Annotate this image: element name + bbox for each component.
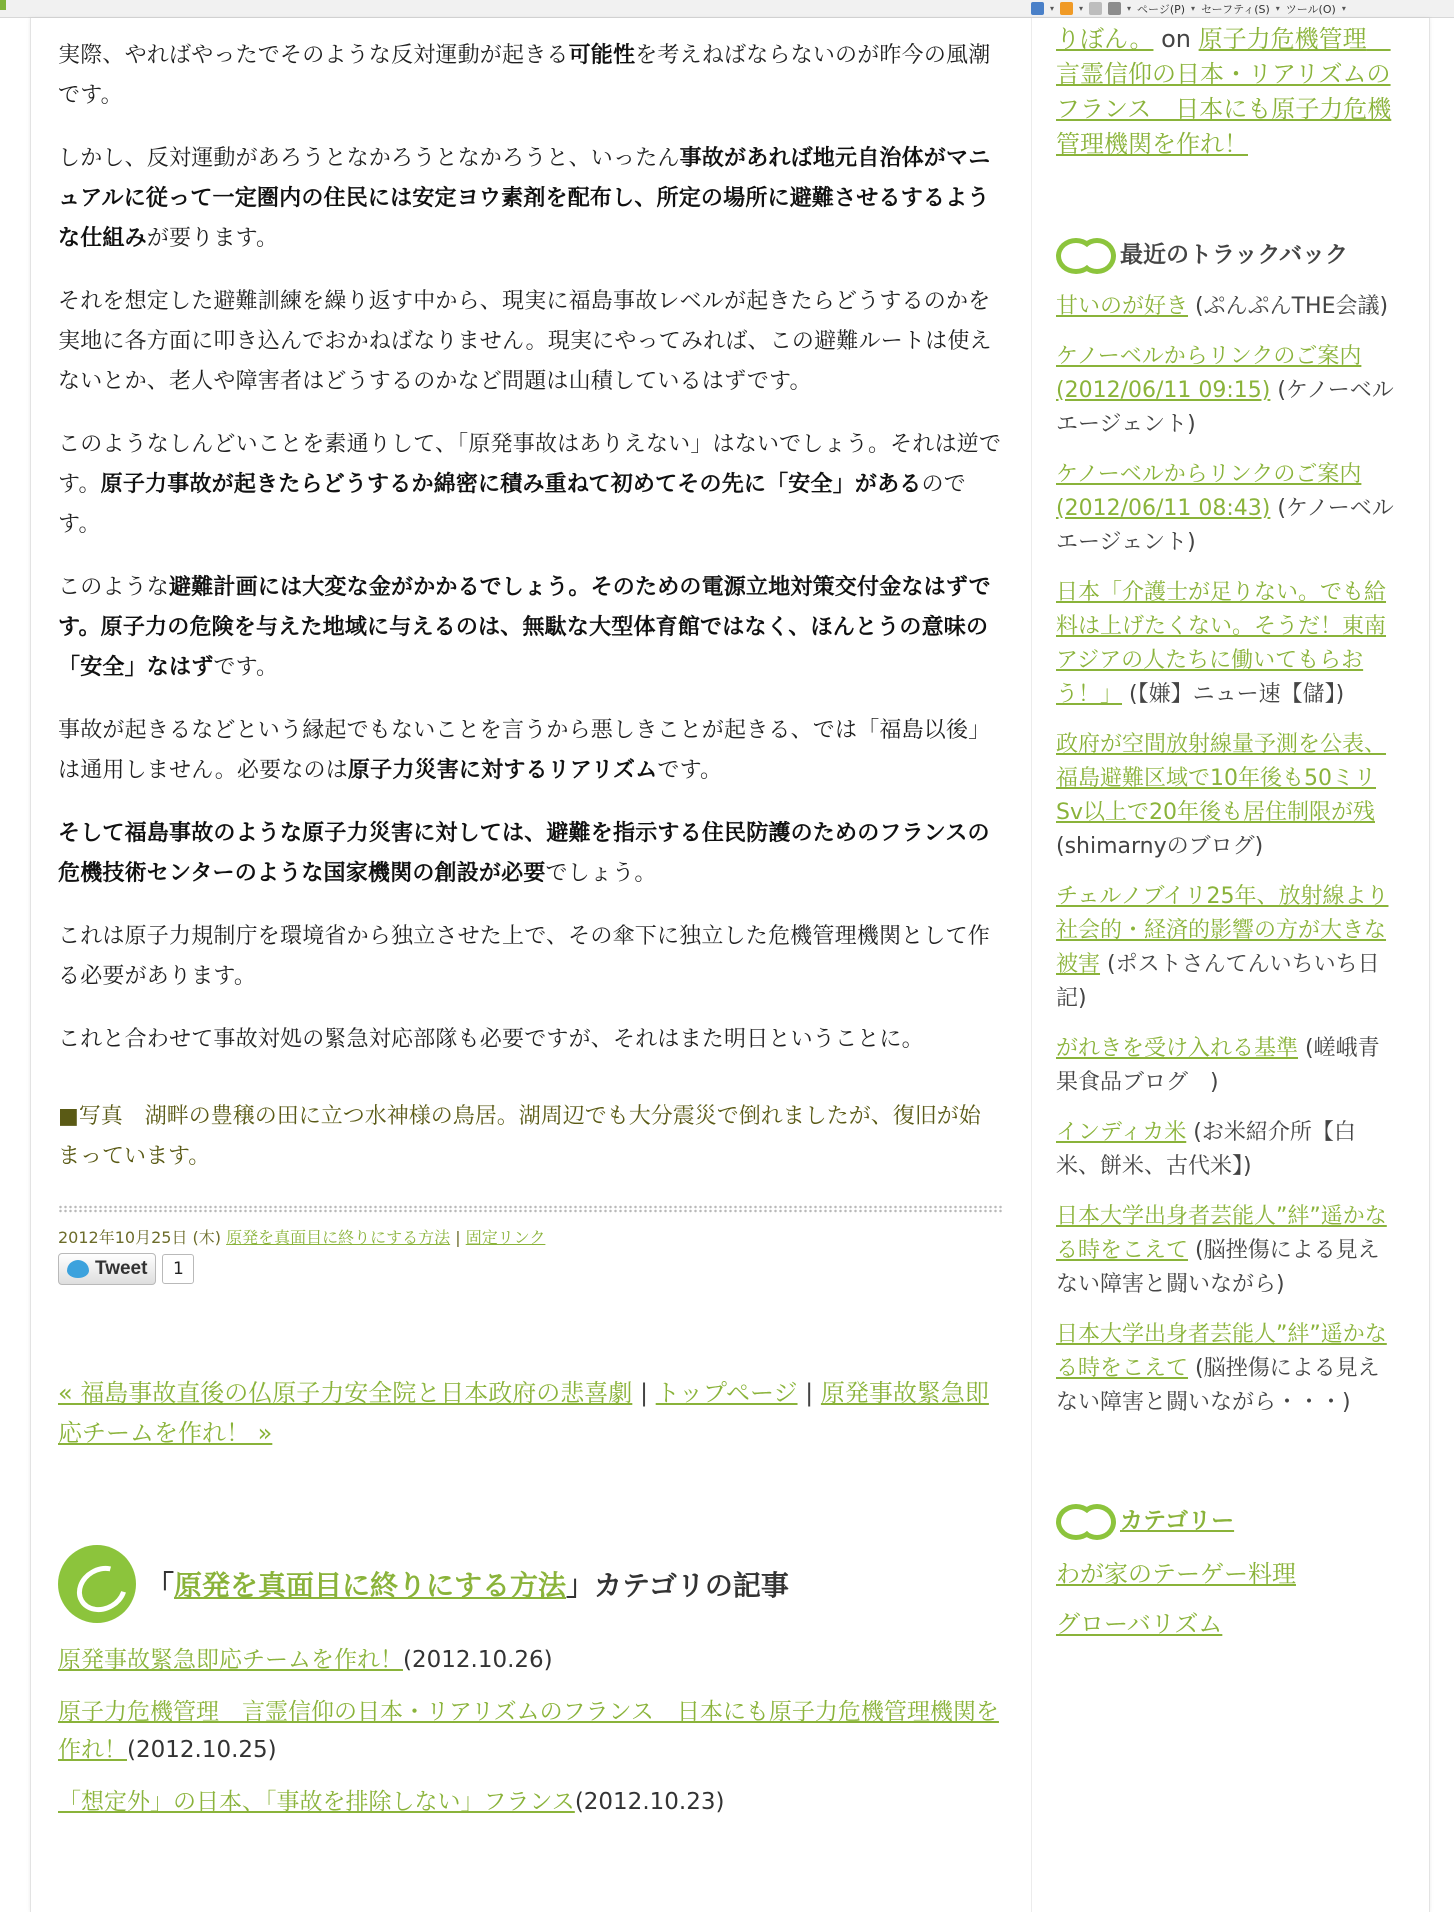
trackback-item xyxy=(1056,1116,1396,1184)
emphasized-text: 原子力事故が起きたらどうするか綿密に積み重ねて初めてその先に「安全」がある xyxy=(100,472,922,497)
category-item-link[interactable]: わが家のテーゲー料理 xyxy=(1056,1560,1296,1588)
trackback-item xyxy=(1056,290,1396,324)
article-paragraph xyxy=(58,36,1002,116)
category-article-list xyxy=(58,1641,1002,1821)
article-paragraph xyxy=(58,917,1002,997)
trackback-item xyxy=(1056,340,1396,442)
trackback-item xyxy=(1056,458,1396,560)
heading-suffix: 」カテゴリの記事 xyxy=(566,1569,789,1602)
trackback-item xyxy=(1056,576,1396,712)
category-item-link[interactable]: グローバリズム xyxy=(1056,1610,1223,1638)
rss-icon[interactable] xyxy=(1060,2,1073,15)
trackback-item xyxy=(1056,1200,1396,1302)
trackback-link[interactable]: インディカ米 xyxy=(1056,1120,1187,1145)
article-paragraph xyxy=(58,568,1002,688)
comment-author-link[interactable]: りぼん。 xyxy=(1056,25,1154,53)
article-link[interactable]: 原発事故緊急即応チームを作れ！ xyxy=(58,1647,403,1673)
emphasized-text: 避難計画には大変な金がかかるでしょう。そのための電源立地対策交付金なはずです。原子力の危険を与えた地域に与えるのは、無駄な大型体育館ではなく、ほんとうの意味の「安全」なはず xyxy=(58,575,991,680)
paragraph-text: を考えねばならないのが昨今の風潮です。 xyxy=(58,43,991,108)
list-item xyxy=(1056,1606,1396,1642)
paragraph-text: 実際、やればやったでそのような反対運動が起きる xyxy=(58,43,569,68)
trackback-link[interactable]: ケノーベルからリンクのご案内(2012/06/11 08:43) xyxy=(1056,462,1362,521)
post-navigation xyxy=(58,1373,1002,1453)
trackback-heading-label: 最近のトラックバック xyxy=(1120,241,1349,268)
category-link[interactable]: 原発を真面目に終りにする方法 xyxy=(174,1569,567,1602)
next-post-link[interactable]: 原発事故緊急即応チームを作れ！ » xyxy=(58,1379,989,1447)
chevron-down-icon[interactable]: ▾ xyxy=(1341,4,1346,13)
site-logo-icon xyxy=(1056,1500,1112,1536)
article-paragraph xyxy=(58,711,1002,791)
separator: | xyxy=(805,1379,814,1407)
trackback-item xyxy=(1056,1032,1396,1100)
post-date: 2012年10月25日 (木) xyxy=(58,1228,222,1247)
page-icon xyxy=(0,0,6,10)
trackback-link[interactable]: 日本大学出身者芸能人”絆”遥かなる時をこえて xyxy=(1056,1322,1387,1381)
trackback-link[interactable]: 政府が空間放射線量予測を公表、福島避難区域で10年後も50ミリSv以上で20年後も居住制限が残 xyxy=(1056,732,1387,825)
trackback-source: (ぷんぷんTHE会議) xyxy=(1188,294,1389,319)
paragraph-text: です。 xyxy=(657,758,723,783)
trackback-link[interactable]: 日本大学出身者芸能人”絆”遥かなる時をこえて xyxy=(1056,1204,1387,1263)
chevron-down-icon[interactable]: ▾ xyxy=(1127,4,1132,13)
list-item xyxy=(58,1783,1002,1821)
photo-caption: ■写真 湖畔の豊穣の田に立つ水神様の鳥居。湖周辺でも大分震災で倒れましたが、復旧が始まっています。 xyxy=(58,1104,981,1169)
paragraph-text: このようなしんどいことを素通りして、「原発事故はありえない」はないでしょう。それは逆です。 xyxy=(58,432,1002,497)
tweet-label: Tweet xyxy=(95,1258,148,1279)
comment-on: on xyxy=(1153,25,1199,53)
trackback-source: (嵯峨青果食品ブログ ) xyxy=(1056,1036,1380,1095)
comment-article-link[interactable]: 原子力危機管理 言霊信仰の日本・リアリズムのフランス 日本にも原子力危機管理機関を作れ！ xyxy=(1056,25,1392,158)
article-date: (2012.10.26) xyxy=(403,1647,553,1673)
separator: | xyxy=(639,1379,649,1407)
chevron-down-icon[interactable]: ▾ xyxy=(1050,4,1055,13)
browser-command-bar xyxy=(0,0,1454,18)
site-logo-icon xyxy=(1056,234,1112,270)
main-content xyxy=(58,36,1002,1835)
article-date: (2012.10.25) xyxy=(127,1737,277,1763)
print-icon[interactable] xyxy=(1108,2,1121,15)
paragraph-text: これと合わせて事故対処の緊急対応部隊も必要ですが、それはまた明日ということに。 xyxy=(58,1027,924,1052)
trackback-source: (ケノーベル エージェント) xyxy=(1056,378,1394,437)
article-paragraph xyxy=(58,282,1002,402)
trackback-link[interactable]: 甘いのが好き xyxy=(1056,294,1189,319)
trackback-source: (ケノーベル エージェント) xyxy=(1056,496,1394,555)
paragraph-text: このような xyxy=(58,575,170,600)
trackback-list xyxy=(1056,290,1396,1420)
article-link[interactable]: 原子力危機管理 言霊信仰の日本・リアリズムのフランス 日本にも原子力危機管理機関を作れ！ xyxy=(58,1699,999,1763)
paragraph-text: 事故が起きるなどという縁起でもないことを言うから悪しきことが起きる、では「福島以後」は通用しません。必要なのは xyxy=(58,718,991,783)
article-paragraph xyxy=(58,814,1002,894)
trackback-link[interactable]: 日本「介護士が足りない。でも給料は上げたくない。そうだ！東南アジアの人たちに働いてもらおう！」 xyxy=(1056,580,1387,707)
trackback-source: (【嫌】ニュー速【儲】) xyxy=(1122,682,1345,707)
safety-menu[interactable]: セーフティ(S) xyxy=(1201,2,1270,16)
top-page-link[interactable]: トップページ xyxy=(655,1379,798,1407)
paragraph-text: のです。 xyxy=(58,472,966,537)
article-paragraph xyxy=(58,139,1002,259)
trackback-source: (shimarnyのブログ) xyxy=(1056,834,1264,859)
sidebar xyxy=(1056,22,1396,1656)
permalink[interactable]: 固定リンク xyxy=(465,1228,546,1247)
category-list xyxy=(1056,1556,1396,1642)
tweet-row xyxy=(58,1253,1002,1285)
toolbar-tools xyxy=(1031,0,1346,17)
site-logo-icon xyxy=(58,1545,136,1623)
chevron-down-icon[interactable]: ▾ xyxy=(1079,4,1084,13)
chevron-down-icon[interactable]: ▾ xyxy=(1275,4,1280,13)
tweet-count: 1 xyxy=(162,1254,194,1284)
trackback-link[interactable]: ケノーベルからリンクのご案内(2012/06/11 09:15) xyxy=(1056,344,1362,403)
trackback-source: (脳挫傷による見えない障害と闘いながら・・・) xyxy=(1056,1356,1380,1415)
page-menu[interactable]: ページ(P) xyxy=(1137,2,1186,16)
separator: | xyxy=(455,1228,461,1247)
paragraph-text: しかし、反対運動があろうとなかろうとなかろうと、いったん xyxy=(58,146,680,171)
trackback-source: (ポストさんてんいちいち日記) xyxy=(1056,952,1380,1011)
article-paragraph xyxy=(58,1020,1002,1060)
twitter-bird-icon xyxy=(67,1260,89,1278)
heading-bracket-open: 「 xyxy=(146,1569,175,1602)
trackback-source: (脳挫傷による見えない障害と闘いながら) xyxy=(1056,1238,1380,1297)
list-item xyxy=(58,1693,1002,1769)
emphasized-text: 原子力災害に対するリアリズム xyxy=(347,758,658,783)
paragraph-text: が要ります。 xyxy=(146,226,279,251)
paragraph-text: でしょう。 xyxy=(545,861,657,886)
article-link[interactable]: 「想定外」の日本、「事故を排除しない」フランス xyxy=(58,1789,575,1815)
list-item xyxy=(1056,1556,1396,1592)
recent-comment xyxy=(1056,22,1396,162)
emphasized-text: そして福島事故のような原子力災害に対しては、避難を指示する住民防護のためのフランスの危機技術センターのような国家機関の創設が必要 xyxy=(58,821,990,886)
category-heading-link[interactable]: カテゴリー xyxy=(1120,1507,1235,1534)
article-body xyxy=(58,36,1002,1060)
emphasized-text: 可能性 xyxy=(568,43,636,68)
trackback-heading xyxy=(1056,234,1396,270)
article-paragraph xyxy=(58,425,1002,545)
paragraph-text: です。 xyxy=(213,655,279,680)
post-footer xyxy=(58,1227,1002,1249)
emphasized-text: 事故があれば地元自治体がマニュアルに従って一定圏内の住民には安定ヨウ素剤を配布し、所定の場所に避難させるするような仕組み xyxy=(58,146,991,251)
post-category-link[interactable]: 原発を真面目に終りにする方法 xyxy=(226,1228,451,1247)
chevron-down-icon[interactable]: ▾ xyxy=(1191,4,1196,13)
list-item xyxy=(58,1641,1002,1679)
trackback-item xyxy=(1056,728,1396,864)
trackback-source: (お米紹介所【白米、餅米、古代米】) xyxy=(1056,1120,1356,1179)
trackback-link[interactable]: チェルノブイリ25年、放射線より社会的・経済的影響の方が大きな被害 xyxy=(1056,884,1389,977)
trackback-item xyxy=(1056,880,1396,1016)
tweet-button[interactable] xyxy=(58,1253,156,1285)
tools-menu[interactable]: ツール(O) xyxy=(1285,2,1336,16)
dotted-divider xyxy=(58,1205,1002,1213)
mail-icon[interactable] xyxy=(1089,2,1102,15)
trackback-item xyxy=(1056,1318,1396,1420)
paragraph-text: それを想定した避難訓練を繰り返す中から、現実に福島事故レベルが起きたらどうするのかを実地に各方面に叩き込んでおかねばなりません。現実にやってみれば、この避難ルートは使えないとか、老人や障害者はどうするのかなど問題は山積しているはずです。 xyxy=(58,289,992,394)
article-date: (2012.10.23) xyxy=(574,1789,725,1815)
home-icon[interactable] xyxy=(1031,2,1044,15)
category-heading xyxy=(1056,1500,1396,1536)
trackback-link[interactable]: がれきを受け入れる基準 xyxy=(1056,1036,1299,1061)
paragraph-text: これは原子力規制庁を環境省から独立させた上で、その傘下に独立した危機管理機関として作る必要があります。 xyxy=(58,924,990,989)
category-articles-heading xyxy=(58,1545,1002,1623)
prev-post-link[interactable]: « 福島事故直後の仏原子力安全院と日本政府の悲喜劇 xyxy=(58,1379,633,1407)
